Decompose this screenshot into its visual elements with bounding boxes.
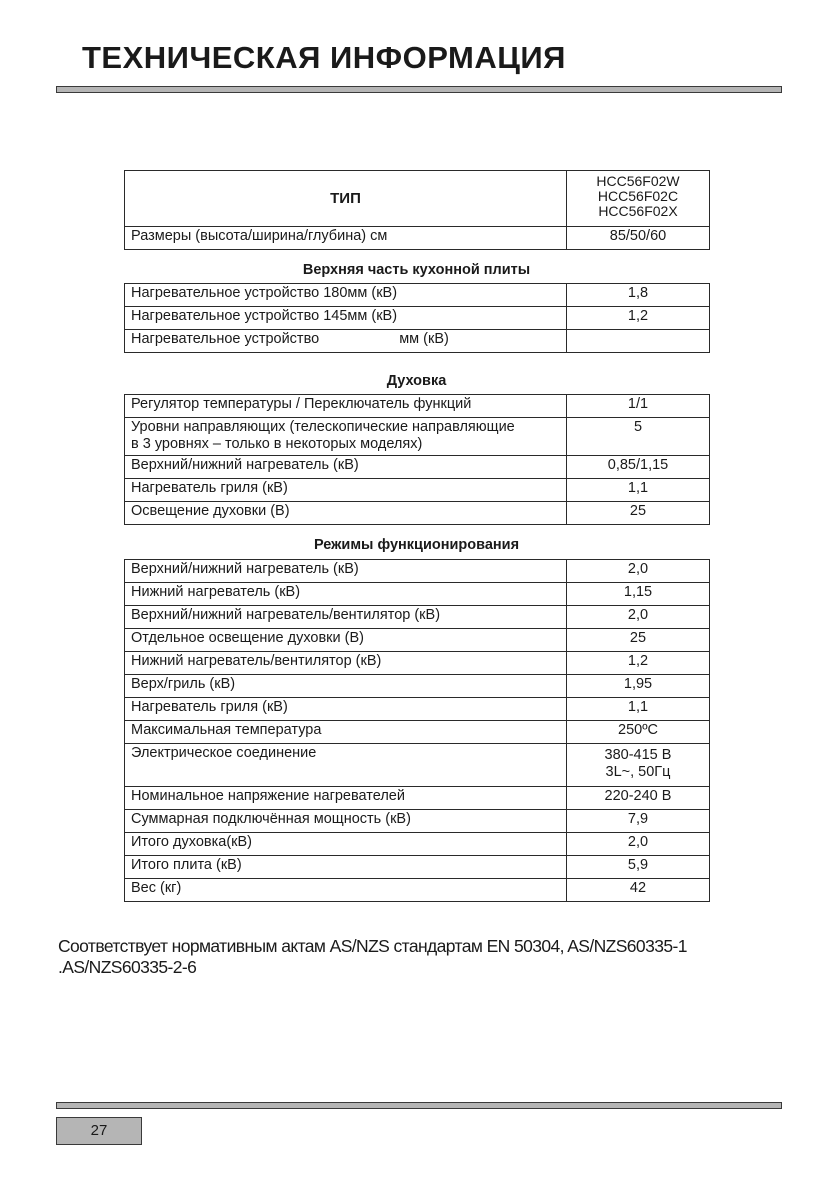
- dimensions-label: Размеры (высота/ширина/глубина) см: [125, 227, 567, 250]
- spec-value: 5,9: [567, 856, 710, 879]
- spec-label: Номинальное напряжение нагревателей: [125, 787, 567, 810]
- model-list: [567, 171, 710, 227]
- table-row: [125, 418, 710, 456]
- spec-value: 2,0: [567, 560, 710, 583]
- oven-table: [124, 394, 710, 525]
- hob-table: [124, 283, 710, 353]
- spec-value: 220-240 В: [567, 787, 710, 810]
- footer-divider-bar: [56, 1102, 782, 1109]
- table-row: [125, 879, 710, 902]
- table-row: [125, 479, 710, 502]
- spec-value: 1,95: [567, 675, 710, 698]
- spec-value: 1,1: [567, 698, 710, 721]
- compliance-line: .AS/NZS60335-2-6: [58, 957, 197, 977]
- spec-value: 1,2: [567, 652, 710, 675]
- spec-value: 1,1: [567, 479, 710, 502]
- table-row: [125, 698, 710, 721]
- spec-value: 250ºC: [567, 721, 710, 744]
- spec-label-unit: мм (кВ): [399, 331, 449, 347]
- table-row: [125, 810, 710, 833]
- spec-label: Нижний нагреватель/вентилятор (кВ): [125, 652, 567, 675]
- dimensions-value: 85/50/60: [567, 227, 710, 250]
- table-row: [125, 284, 710, 307]
- model-name: HCC56F02W: [596, 173, 680, 189]
- spec-value: 1/1: [567, 395, 710, 418]
- modes-table: [124, 559, 710, 902]
- compliance-line: Соответствует нормативным актам AS/NZS стандартам EN 50304, AS/NZS60335-1: [58, 936, 687, 956]
- spec-label: Верхний/нижний нагреватель/вентилятор (кВ): [125, 606, 567, 629]
- page-title: ТЕХНИЧЕСКАЯ ИНФОРМАЦИЯ: [82, 40, 566, 75]
- modes-section-heading: Режимы функционирования: [313, 537, 520, 553]
- table-row: [125, 856, 710, 879]
- spec-label: Нагреватель гриля (кВ): [125, 479, 567, 502]
- compliance-statement: [58, 936, 798, 978]
- spec-value: 1,2: [567, 307, 710, 330]
- spec-value: 7,9: [567, 810, 710, 833]
- spec-value: 42: [567, 879, 710, 902]
- table-row: [125, 502, 710, 525]
- spec-label: Отдельное освещение духовки (В): [125, 629, 567, 652]
- table-row: [125, 744, 710, 787]
- spec-value-line: 380-415 В: [604, 747, 672, 763]
- spec-value: 2,0: [567, 833, 710, 856]
- table-row: [125, 307, 710, 330]
- spec-value: 0,85/1,15: [567, 456, 710, 479]
- model-name: HCC56F02X: [598, 203, 678, 219]
- table-row: [125, 606, 710, 629]
- spec-label: Нагревательное устройство 145мм (кВ): [125, 307, 567, 330]
- spec-label: Освещение духовки (В): [125, 502, 567, 525]
- type-row: [125, 171, 710, 227]
- table-row: [125, 456, 710, 479]
- spec-label: [125, 418, 567, 456]
- spec-label: Максимальная температура: [125, 721, 567, 744]
- spec-label: Верхний/нижний нагреватель (кВ): [125, 456, 567, 479]
- table-row: [125, 833, 710, 856]
- table-row: [125, 675, 710, 698]
- model-name: HCC56F02C: [597, 188, 679, 204]
- spec-label: Нагревательное устройство 180мм (кВ): [125, 284, 567, 307]
- spec-value-empty: [567, 330, 710, 353]
- spec-label-part: Нагревательное устройство: [131, 331, 320, 347]
- spec-label: Нижний нагреватель (кВ): [125, 583, 567, 606]
- spec-value: 25: [567, 502, 710, 525]
- spec-value: 1,15: [567, 583, 710, 606]
- table-row: [125, 330, 710, 353]
- spec-label: Суммарная подключённая мощность (кВ): [125, 810, 567, 833]
- spec-label: Итого плита (кВ): [125, 856, 567, 879]
- spec-value-line: 3L~, 50Гц: [605, 764, 671, 780]
- table-row: [125, 560, 710, 583]
- spec-value: 25: [567, 629, 710, 652]
- table-row: [125, 583, 710, 606]
- page-number: 27: [56, 1117, 142, 1145]
- table-row: [125, 629, 710, 652]
- table-row: [125, 787, 710, 810]
- spec-value: 1,8: [567, 284, 710, 307]
- spec-label-line: Уровни направляющих (телескопические направляющие: [131, 419, 515, 435]
- spec-value: [567, 744, 710, 787]
- spec-label: Верхний/нижний нагреватель (кВ): [125, 560, 567, 583]
- oven-section-heading: Духовка: [386, 373, 447, 389]
- spec-value: 5: [567, 418, 710, 456]
- hob-section-heading: Верхняя часть кухонной плиты: [302, 262, 531, 278]
- spec-label: Итого духовка(кВ): [125, 833, 567, 856]
- spec-label: Регулятор температуры / Переключатель функций: [125, 395, 567, 418]
- spec-label: Вес (кг): [125, 879, 567, 902]
- spec-label: [125, 330, 567, 353]
- table-row: [125, 721, 710, 744]
- spec-label: Электрическое соединение: [125, 744, 567, 787]
- table-row: [125, 227, 710, 250]
- type-label: ТИП: [125, 171, 567, 227]
- header-divider-bar: [56, 86, 782, 93]
- type-table: [124, 170, 710, 250]
- spec-label-line: в 3 уровнях – только в некоторых моделях): [131, 436, 423, 452]
- table-row: [125, 652, 710, 675]
- table-row: [125, 395, 710, 418]
- spec-label: Верх/гриль (кВ): [125, 675, 567, 698]
- spec-label: Нагреватель гриля (кВ): [125, 698, 567, 721]
- spec-value: 2,0: [567, 606, 710, 629]
